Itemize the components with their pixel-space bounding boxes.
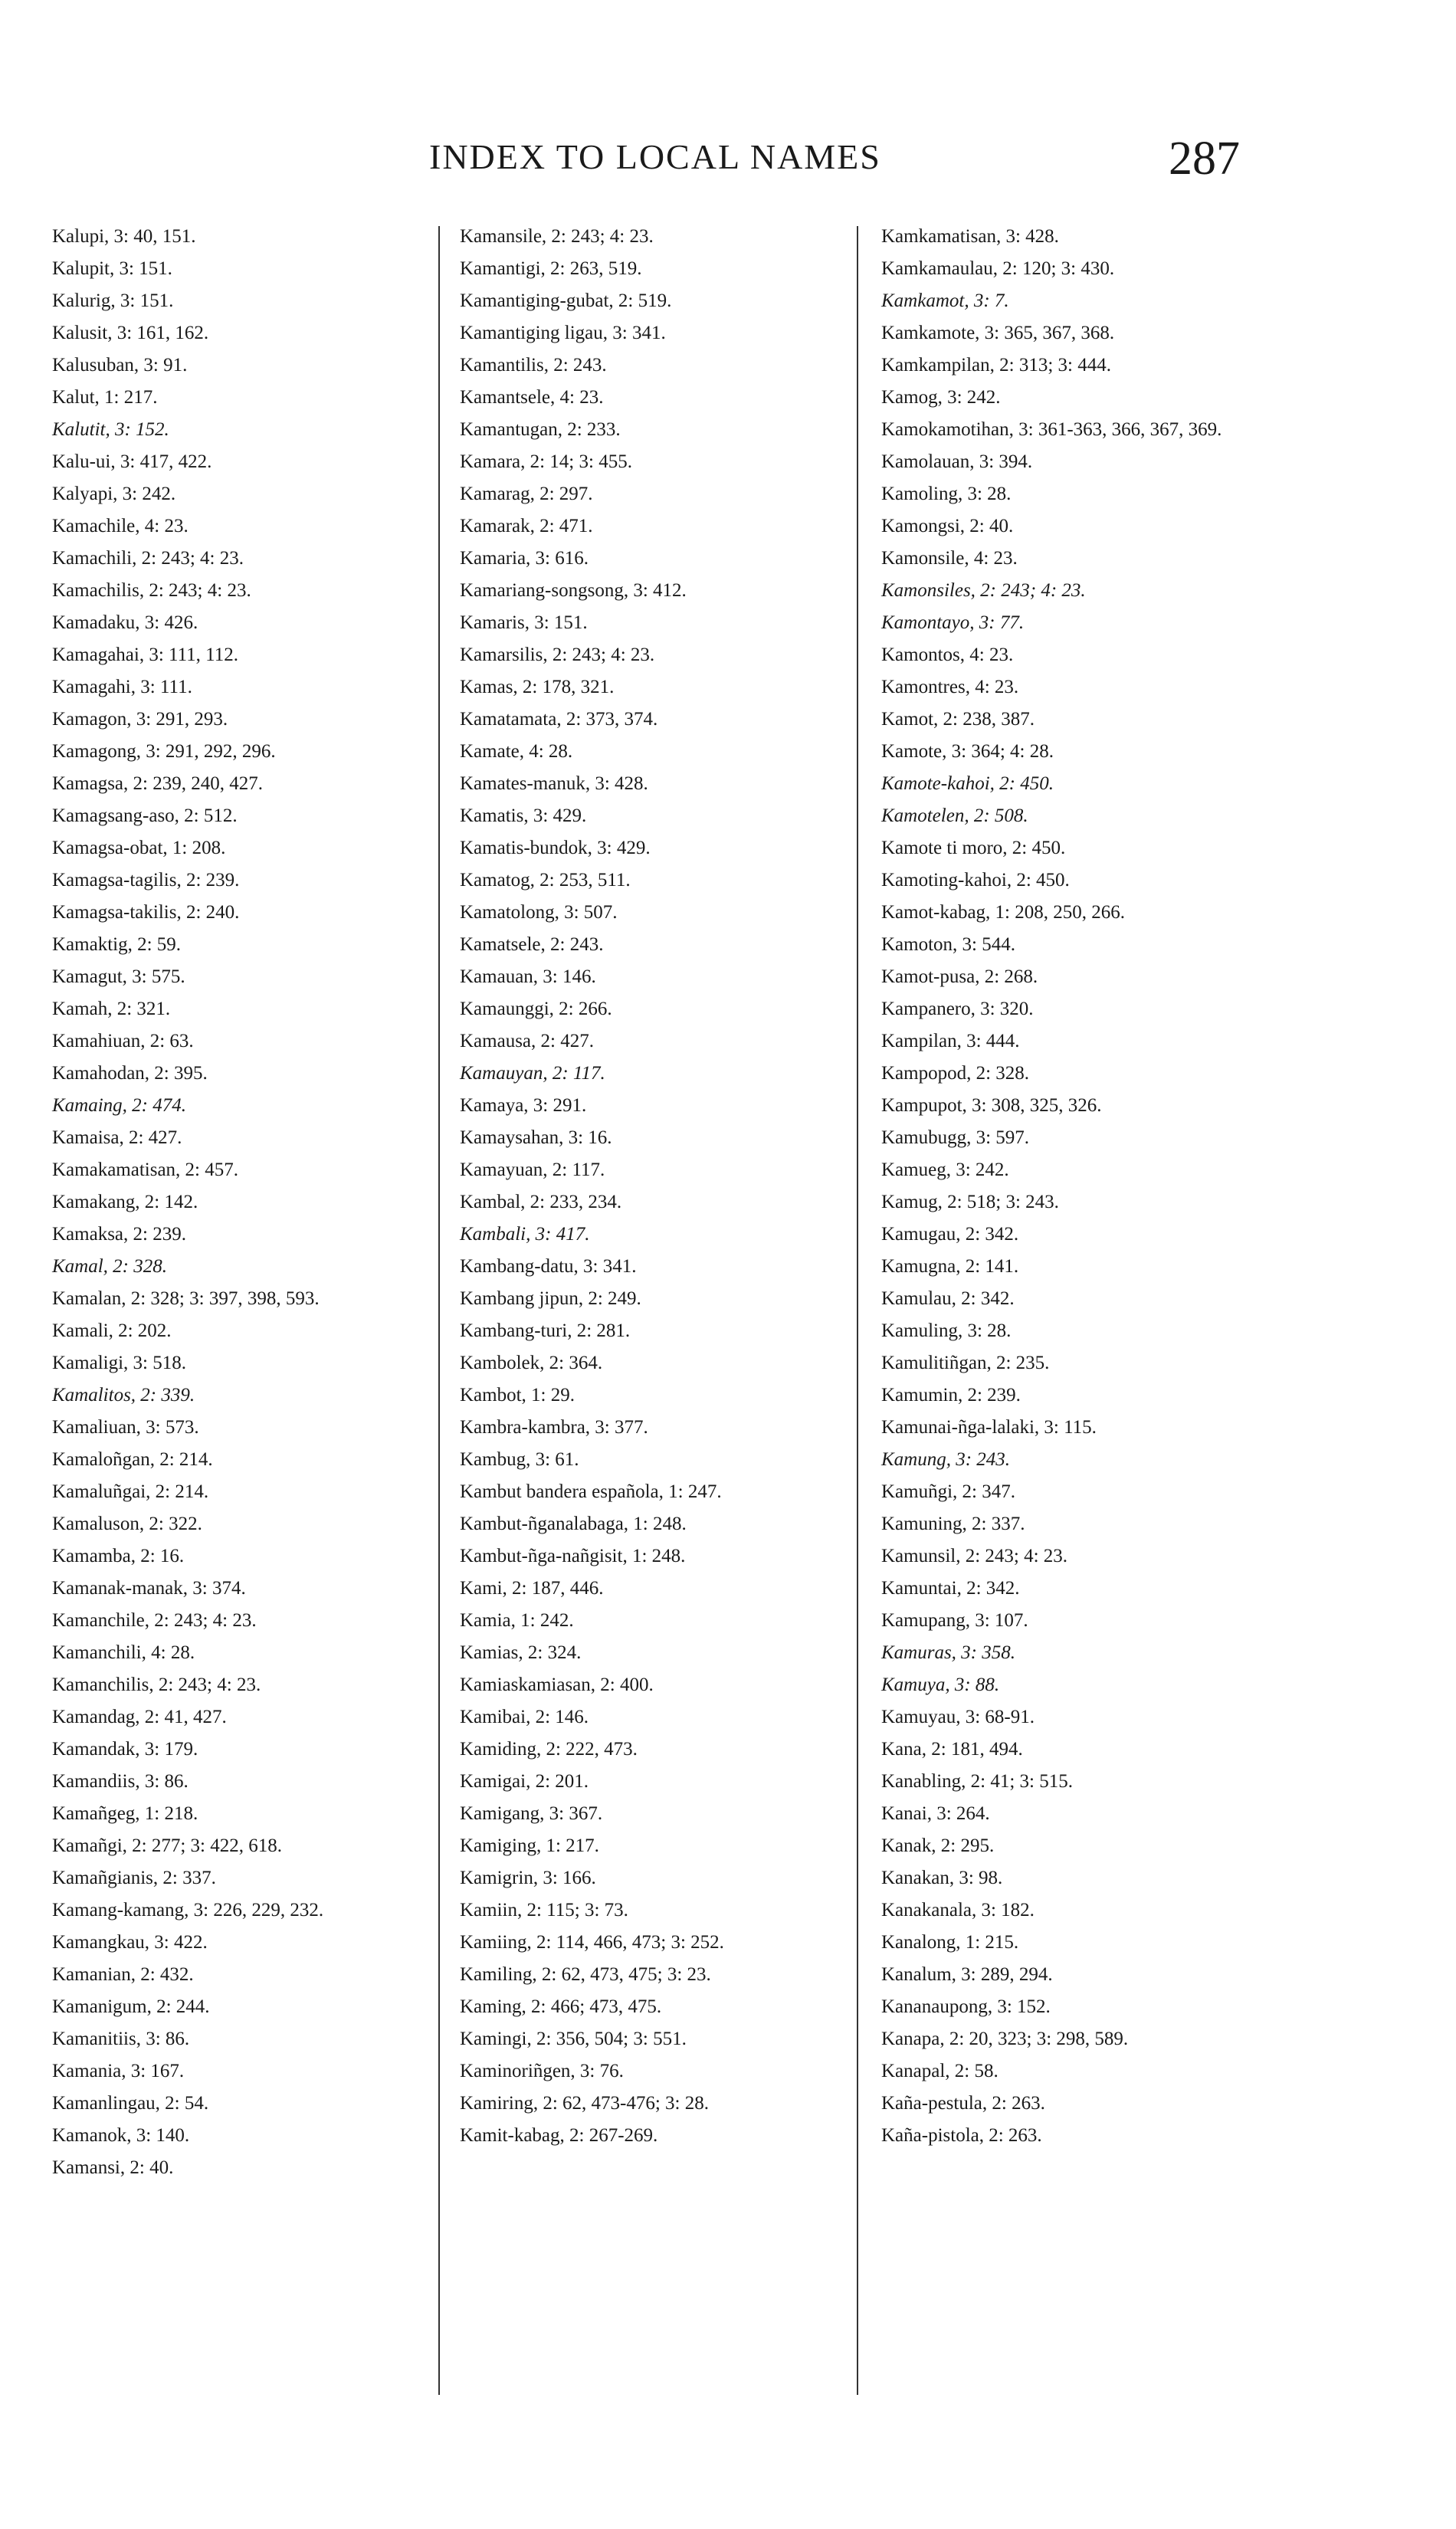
index-entry: Kamuras, 3: 358. (881, 1642, 1016, 1663)
index-entry: Kalyapi, 3: 242. (52, 484, 176, 504)
index-entry: Kamote-kahoi, 2: 450. (881, 773, 1054, 794)
index-entry: Kalutit, 3: 152. (52, 419, 169, 440)
index-entry: Kamulau, 2: 342. (881, 1288, 1015, 1309)
index-entry: Kamañgi, 2: 277; 3: 422, 618. (52, 1835, 282, 1856)
index-entry: Kaming, 2: 466; 473, 475. (460, 1996, 662, 2017)
index-entry: Kamkamaulau, 2: 120; 3: 430. (881, 258, 1115, 279)
index-entry: Kamanigum, 2: 244. (52, 1996, 210, 2017)
index-entry: Kamontayo, 3: 77. (881, 612, 1025, 633)
index-entry: Kamanak-manak, 3: 374. (52, 1578, 246, 1599)
index-entry: Kalu-ui, 3: 417, 422. (52, 451, 212, 472)
index-entry: Kamokamotihan, 3: 361-363, 366, 367, 369. (881, 419, 1222, 440)
index-entry: Kaminoriñgen, 3: 76. (460, 2061, 624, 2081)
index-entry: Kamontres, 4: 23. (881, 677, 1019, 697)
index-entry: Kamaksa, 2: 239. (52, 1224, 186, 1245)
index-entry: Kamayuan, 2: 117. (460, 1160, 605, 1180)
index-entry: Kamung, 3: 243. (881, 1449, 1011, 1470)
index-entry: Kamachili, 2: 243; 4: 23. (52, 548, 244, 569)
index-entry: Kamuning, 2: 337. (881, 1514, 1025, 1534)
index-entry: Kamaria, 3: 616. (460, 548, 589, 569)
index-entry: Kamiding, 2: 222, 473. (460, 1739, 638, 1760)
index-column-left (52, 221, 412, 2184)
index-column-middle (460, 221, 843, 2152)
index-entry: Kamausa, 2: 427. (460, 1031, 594, 1051)
index-entry: Kamuling, 3: 28. (881, 1320, 1012, 1341)
index-entry: Kamauyan, 2: 117. (460, 1063, 605, 1084)
index-entry: Kamarsilis, 2: 243; 4: 23. (460, 645, 655, 665)
index-entry: Kamania, 3: 167. (52, 2061, 185, 2081)
index-entry: Kamanlingau, 2: 54. (52, 2093, 209, 2114)
index-entry: Kamagut, 3: 575. (52, 966, 185, 987)
index-entry: Kamah, 2: 321. (52, 999, 171, 1019)
index-entry: Kaña-pestula, 2: 263. (881, 2093, 1045, 2114)
index-entry: Kamaligi, 3: 518. (52, 1353, 186, 1373)
index-entry: Kanakan, 3: 98. (881, 1868, 1003, 1888)
index-entry: Kamaktig, 2: 59. (52, 934, 182, 955)
page-number: 287 (1169, 133, 1240, 185)
index-entry: Kalut, 1: 217. (52, 387, 158, 408)
index-entry: Kamatog, 2: 253, 511. (460, 870, 631, 891)
index-entry: Kamoting-kahoi, 2: 450. (881, 870, 1070, 891)
index-entry: Kamubugg, 3: 597. (881, 1127, 1030, 1148)
index-entry: Kamonsile, 4: 23. (881, 548, 1018, 569)
column-divider (857, 226, 858, 2395)
index-entry: Kamadaku, 3: 426. (52, 612, 198, 633)
index-entry: Kamote ti moro, 2: 450. (881, 838, 1066, 858)
index-entry: Kamaing, 2: 474. (52, 1095, 186, 1116)
index-entry: Kambot, 1: 29. (460, 1385, 575, 1406)
index-entry: Kamunai-ñga-lalaki, 3: 115. (881, 1417, 1097, 1438)
index-entry: Kamatamata, 2: 373, 374. (460, 709, 658, 730)
index-entry: Kamagahai, 3: 111, 112. (52, 645, 238, 665)
index-entry: Kamagon, 3: 291, 293. (52, 709, 228, 730)
index-entry: Kambra-kambra, 3: 377. (460, 1417, 648, 1438)
index-entry: Kamupang, 3: 107. (881, 1610, 1028, 1631)
index-entry: Kampilan, 3: 444. (881, 1031, 1020, 1051)
index-entry: Kamias, 2: 324. (460, 1642, 582, 1663)
index-entry: Kamuñgi, 2: 347. (881, 1481, 1015, 1502)
index-entry: Kamañgeg, 1: 218. (52, 1803, 198, 1824)
index-entry: Kamachilis, 2: 243; 4: 23. (52, 580, 251, 601)
index-entry: Kamatis, 3: 429. (460, 805, 587, 826)
index-entry: Kamatolong, 3: 507. (460, 902, 618, 923)
index-entry: Kamaysahan, 3: 16. (460, 1127, 612, 1148)
index-entry: Kamueg, 3: 242. (881, 1160, 1009, 1180)
index-entry: Kamibai, 2: 146. (460, 1707, 589, 1727)
index-entry: Kamiin, 2: 115; 3: 73. (460, 1900, 628, 1921)
index-entry: Kambut bandera española, 1: 247. (460, 1481, 722, 1502)
index-entry: Kamaisa, 2: 427. (52, 1127, 182, 1148)
index-entry: Kamansi, 2: 40. (52, 2157, 174, 2178)
index-entry: Kamkamot, 3: 7. (881, 290, 1009, 311)
index-entry: Kamañgianis, 2: 337. (52, 1868, 216, 1888)
index-entry: Kambut-ñganalabaga, 1: 248. (460, 1514, 687, 1534)
index-entry: Kampopod, 2: 328. (881, 1063, 1030, 1084)
index-entry: Kamarak, 2: 471. (460, 516, 593, 536)
index-entry: Kamagsa-takilis, 2: 240. (52, 902, 240, 923)
index-entry: Kamansile, 2: 243; 4: 23. (460, 226, 654, 247)
index-entry: Kambali, 3: 417. (460, 1224, 590, 1245)
index-entry: Kamauan, 3: 146. (460, 966, 596, 987)
index-entry: Kamatsele, 2: 243. (460, 934, 604, 955)
index-entry: Kamalitos, 2: 339. (52, 1385, 195, 1406)
index-entry: Kamiaskamiasan, 2: 400. (460, 1675, 654, 1695)
index-entry: Kamandiis, 3: 86. (52, 1771, 189, 1792)
index-entry: Kambang-turi, 2: 281. (460, 1320, 631, 1341)
index-entry: Kamang-kamang, 3: 226, 229, 232. (52, 1900, 324, 1921)
index-entry: Kamaya, 3: 291. (460, 1095, 587, 1116)
index-entry: Kamuyau, 3: 68-91. (881, 1707, 1035, 1727)
index-entry: Kanai, 3: 264. (881, 1803, 990, 1824)
page-title: INDEX TO LOCAL NAMES (429, 137, 881, 176)
index-entry: Kamagahi, 3: 111. (52, 677, 192, 697)
index-entry: Kamas, 2: 178, 321. (460, 677, 615, 697)
index-entry: Kamagsa-tagilis, 2: 239. (52, 870, 240, 891)
index-entry: Kamatis-bundok, 3: 429. (460, 838, 651, 858)
index-entry: Kamal, 2: 328. (52, 1256, 167, 1277)
index-entry: Kalupit, 3: 151. (52, 258, 172, 279)
index-entry: Kamkamatisan, 3: 428. (881, 226, 1059, 247)
index-entry: Kamanchili, 4: 28. (52, 1642, 195, 1663)
index-entry: Kaña-pistola, 2: 263. (881, 2125, 1042, 2146)
index-entry: Kambang jipun, 2: 249. (460, 1288, 641, 1309)
index-entry: Kamingi, 2: 356, 504; 3: 551. (460, 2029, 687, 2049)
index-entry: Kamanchilis, 2: 243; 4: 23. (52, 1675, 261, 1695)
index-entry: Kamarag, 2: 297. (460, 484, 593, 504)
index-entry: Kamakamatisan, 2: 457. (52, 1160, 238, 1180)
index-entry: Kamaloñgan, 2: 214. (52, 1449, 213, 1470)
index-entry: Kamandag, 2: 41, 427. (52, 1707, 227, 1727)
index-entry: Kamongsi, 2: 40. (881, 516, 1014, 536)
index-entry: Kamamba, 2: 16. (52, 1546, 185, 1566)
index-entry: Kamugau, 2: 342. (881, 1224, 1019, 1245)
index-entry: Kamulitiñgan, 2: 235. (881, 1353, 1050, 1373)
index-entry: Kamigai, 2: 201. (460, 1771, 589, 1792)
index-entry: Kanalong, 1: 215. (881, 1932, 1019, 1953)
index-entry: Kanakanala, 3: 182. (881, 1900, 1035, 1921)
index-entry: Kamagsang-aso, 2: 512. (52, 805, 238, 826)
index-entry: Kambolek, 2: 364. (460, 1353, 603, 1373)
index-entry: Kanak, 2: 295. (881, 1835, 995, 1856)
index-entry: Kamagsa-obat, 1: 208. (52, 838, 226, 858)
index-entry: Kamiing, 2: 114, 466, 473; 3: 252. (460, 1932, 724, 1953)
index-entry: Kambug, 3: 61. (460, 1449, 579, 1470)
index-entry: Kamanok, 3: 140. (52, 2125, 190, 2146)
index-entry: Kamonsiles, 2: 243; 4: 23. (881, 580, 1086, 601)
index-entry: Kamantilis, 2: 243. (460, 355, 607, 376)
index-entry: Kamanitiis, 3: 86. (52, 2029, 190, 2049)
index-entry: Kambut-ñga-nañgisit, 1: 248. (460, 1546, 686, 1566)
index-entry: Kamot, 2: 238, 387. (881, 709, 1035, 730)
index-entry: Kamangkau, 3: 422. (52, 1932, 208, 1953)
index-entry: Kamali, 2: 202. (52, 1320, 172, 1341)
index-entry: Kamigang, 3: 367. (460, 1803, 603, 1824)
index-entry: Kanabling, 2: 41; 3: 515. (881, 1771, 1073, 1792)
index-entry: Kanapal, 2: 58. (881, 2061, 999, 2081)
index-entry: Kamit-kabag, 2: 267-269. (460, 2125, 658, 2146)
index-entry: Kamolauan, 3: 394. (881, 451, 1033, 472)
index-column-right (881, 221, 1264, 2152)
index-entry: Kamakang, 2: 142. (52, 1192, 198, 1212)
index-entry: Kamug, 2: 518; 3: 243. (881, 1192, 1059, 1212)
index-entry: Kamaunggi, 2: 266. (460, 999, 612, 1019)
index-entry: Kamigrin, 3: 166. (460, 1868, 596, 1888)
index-entry: Kamara, 2: 14; 3: 455. (460, 451, 632, 472)
index-entry: Kanapa, 2: 20, 323; 3: 298, 589. (881, 2029, 1129, 2049)
index-entry: Kamagsa, 2: 239, 240, 427. (52, 773, 263, 794)
index-entry: Kamantugan, 2: 233. (460, 419, 621, 440)
index-entry: Kamiging, 1: 217. (460, 1835, 599, 1856)
index-entry: Kamagong, 3: 291, 292, 296. (52, 741, 276, 762)
index-entry: Kamantigi, 2: 263, 519. (460, 258, 642, 279)
index-entry: Kamugna, 2: 141. (881, 1256, 1019, 1277)
index-entry: Kamantsele, 4: 23. (460, 387, 604, 408)
index-entry: Kamahodan, 2: 395. (52, 1063, 208, 1084)
index-entry: Kamiring, 2: 62, 473-476; 3: 28. (460, 2093, 709, 2114)
column-divider (438, 226, 440, 2395)
index-entry: Kananaupong, 3: 152. (881, 1996, 1051, 2017)
index-entry: Kamotelen, 2: 508. (881, 805, 1028, 826)
index-entry: Kamandak, 3: 179. (52, 1739, 198, 1760)
index-entry: Kamot-pusa, 2: 268. (881, 966, 1038, 987)
index-entry: Kalupi, 3: 40, 151. (52, 226, 196, 247)
index-entry: Kalurig, 3: 151. (52, 290, 174, 311)
index-entry: Kamote, 3: 364; 4: 28. (881, 741, 1054, 762)
index-entry: Kamate, 4: 28. (460, 741, 573, 762)
index-entry: Kamunsil, 2: 243; 4: 23. (881, 1546, 1068, 1566)
index-entry: Kamantiging-gubat, 2: 519. (460, 290, 672, 311)
index-entry: Kalusuban, 3: 91. (52, 355, 188, 376)
index-entry: Kamoling, 3: 28. (881, 484, 1012, 504)
index-entry: Kamaluson, 2: 322. (52, 1514, 202, 1534)
index-entry: Kamantiging ligau, 3: 341. (460, 323, 666, 343)
index-entry: Kana, 2: 181, 494. (881, 1739, 1023, 1760)
index-entry: Kamalan, 2: 328; 3: 397, 398, 593. (52, 1288, 320, 1309)
index-entry: Kambang-datu, 3: 341. (460, 1256, 637, 1277)
index-entry: Kanalum, 3: 289, 294. (881, 1964, 1053, 1985)
index-entry: Kamanchile, 2: 243; 4: 23. (52, 1610, 257, 1631)
index-entry: Kamiling, 2: 62, 473, 475; 3: 23. (460, 1964, 711, 1985)
index-entry: Kamkampilan, 2: 313; 3: 444. (881, 355, 1111, 376)
index-entry: Kami, 2: 187, 446. (460, 1578, 604, 1599)
index-entry: Kamia, 1: 242. (460, 1610, 574, 1631)
index-entry: Kampanero, 3: 320. (881, 999, 1034, 1019)
index-entry: Kambal, 2: 233, 234. (460, 1192, 622, 1212)
index-entry: Kamariang-songsong, 3: 412. (460, 580, 687, 601)
index-entry: Kamoton, 3: 544. (881, 934, 1015, 955)
index-entry: Kamaliuan, 3: 573. (52, 1417, 199, 1438)
index-entry: Kamuntai, 2: 342. (881, 1578, 1020, 1599)
index-entry: Kamumin, 2: 239. (881, 1385, 1021, 1406)
index-entry: Kamot-kabag, 1: 208, 250, 266. (881, 902, 1126, 923)
index-entry: Kamates-manuk, 3: 428. (460, 773, 648, 794)
index-entry: Kamontos, 4: 23. (881, 645, 1014, 665)
index-entry: Kamuya, 3: 88. (881, 1675, 1000, 1695)
index-entry: Kamkamote, 3: 365, 367, 368. (881, 323, 1115, 343)
index-entry: Kamaluñgai, 2: 214. (52, 1481, 209, 1502)
index-entry: Kamaris, 3: 151. (460, 612, 588, 633)
index-entry: Kalusit, 3: 161, 162. (52, 323, 209, 343)
index-entry: Kampupot, 3: 308, 325, 326. (881, 1095, 1102, 1116)
index-entry: Kamachile, 4: 23. (52, 516, 189, 536)
index-entry: Kamanian, 2: 432. (52, 1964, 194, 1985)
index-entry: Kamahiuan, 2: 63. (52, 1031, 194, 1051)
index-entry: Kamog, 3: 242. (881, 387, 1001, 408)
